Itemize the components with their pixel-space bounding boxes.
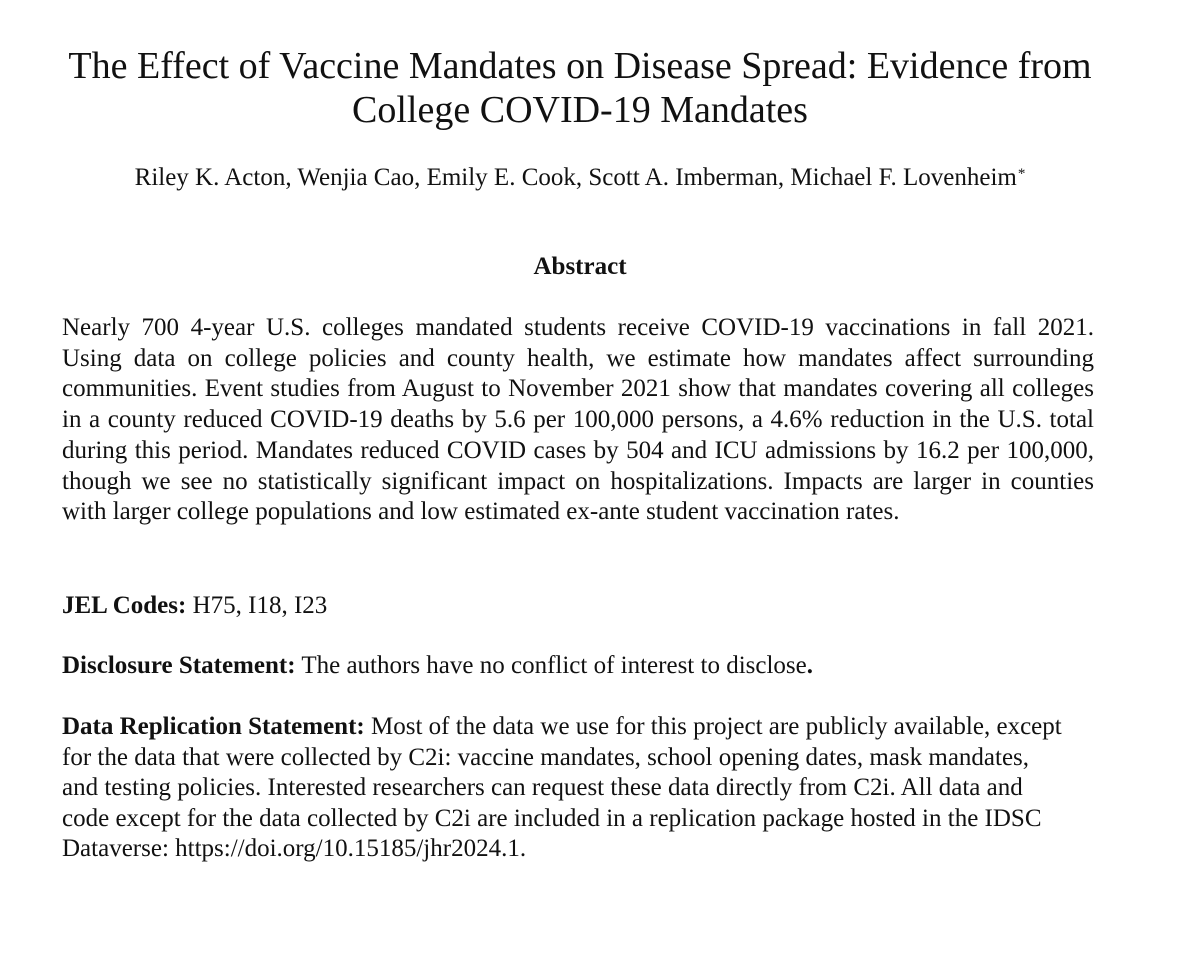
disclosure-end-mark: . <box>806 652 813 679</box>
replication-text: Most of the data we use for this project are publicly available, except for the data that were collected by C2i: vaccine mandates, school opening dates, mask mandates, and testing policies. Interested researchers can request these data directly from C2i. All data and code except for the data collected by C2i are included in a replication package hosted in the IDSC Dataverse: https://doi.org/10.15185/jhr2024.1. <box>62 713 1062 862</box>
author-list <box>40 163 1120 193</box>
disclosure-text: The authors have no conflict of interest to disclose <box>295 652 807 679</box>
data-replication-statement <box>62 712 1062 865</box>
disclosure-statement <box>62 651 1102 682</box>
author-names: Riley K. Acton, Wenjia Cao, Emily E. Cook, Scott A. Imberman, Michael F. Lovenheim <box>134 164 1017 191</box>
abstract-text: Nearly 700 4-year U.S. colleges mandated students receive COVID-19 vaccinations in fall 2021. Using data on college policies and county health, we estimate how mandates affect surrounding communities. Event studies from August to November 2021 show that mandates covering all colleges in a county reduced COVID-19 deaths by 5.6 per 100,000 persons, a 4.6% reduction in the U.S. total during this period. Mandates reduced COVID cases by 504 and ICU admissions by 16.2 per 100,000, though we see no statistically significant impact on hospitalizations. Impacts are larger in counties with larger college populations and low estimated ex-ante student vaccination rates. <box>62 314 1094 526</box>
jel-label: JEL Codes: <box>62 592 187 619</box>
paper-title: The Effect of Vaccine Mandates on Disease Spread: Evidence from College COVID-19 Mandates <box>68 45 1092 131</box>
replication-label: Data Replication Statement: <box>62 713 365 740</box>
author-footnote-mark: * <box>1017 166 1026 182</box>
jel-codes <box>62 591 1102 622</box>
abstract-heading: Abstract <box>533 253 627 280</box>
disclosure-label: Disclosure Statement: <box>62 652 296 679</box>
jel-text: H75, I18, I23 <box>186 592 328 619</box>
